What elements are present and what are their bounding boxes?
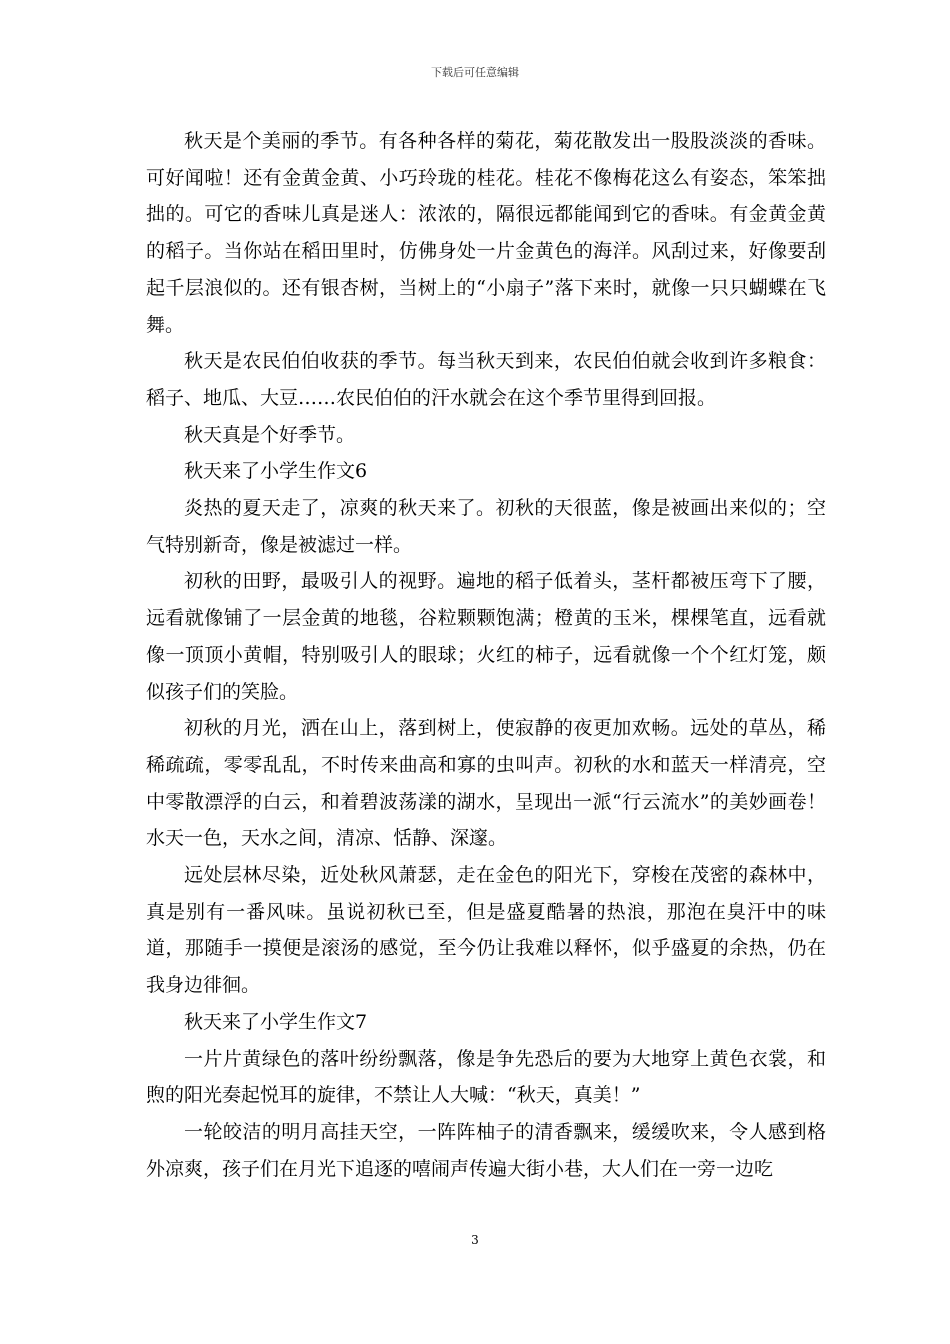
paragraph: 秋天是个美丽的季节。有各种各样的菊花，菊花散发出一股股淡淡的香味。可好闻啦！还有金黄金黄、小巧玲珑的桂花。桂花不像梅花这么有姿态，笨笨拙拙的。可它的香味儿真是迷人：浓浓的，隔很远都能闻到它的香味。有金黄金黄的稻子。当你站在稻田里时，仿佛身处一片金黄色的海洋。风刮过来，好像要刮起千层浪似的。还有银杏树，当树上的“小扇子”落下来时，就像一只只蝴蝶在飞舞。	[146, 130, 826, 336]
paragraph: 初秋的月光，洒在山上，落到树上，使寂静的夜更加欢畅。远处的草丛，稀稀疏疏，零零乱乱，不时传来曲高和寡的虫叫声。初秋的水和蓝天一样清亮，空中零散漂浮的白云，和着碧波荡漾的湖水，呈现出一派“行云流水”的美妙画卷！水天一色，天水之间，清凉、恬静、深邃。	[146, 717, 826, 850]
paragraph: 一轮皎洁的明月高挂天空，一阵阵柚子的清香飘来，缓缓吹来，令人感到格外凉爽，孩子们在月光下追逐的嘻闹声传遍大街小巷，大人们在一旁一边吃	[146, 1120, 826, 1180]
paragraph: 初秋的田野，最吸引人的视野。遍地的稻子低着头，茎杆都被压弯下了腰，远看就像铺了一层金黄的地毯，谷粒颗颗饱满；橙黄的玉米，棵棵笔直，远看就像一顶顶小黄帽，特别吸引人的眼球；火红的柿子，远看就像一个个红灯笼，颇似孩子们的笑脸。	[146, 570, 826, 703]
paragraph: 秋天真是个好季节。	[184, 423, 356, 446]
section-heading: 秋天来了小学生作文7	[184, 1010, 368, 1033]
page-number: 3	[471, 1233, 479, 1247]
paragraph: 炎热的夏天走了，凉爽的秋天来了。初秋的天很蓝，像是被画出来似的；空气特别新奇，像是被滤过一样。	[146, 497, 826, 556]
document-body	[146, 123, 826, 1187]
section-heading: 秋天来了小学生作文6	[184, 460, 368, 483]
page-header: 下载后可任意编辑	[431, 66, 519, 79]
paragraph: 一片片黄绿色的落叶纷纷飘落，像是争先恐后的要为大地穿上黄色衣裳，和煦的阳光奏起悦耳的旋律，不禁让人大喊：“秋天，真美！”	[146, 1047, 826, 1107]
paragraph: 秋天是农民伯伯收获的季节。每当秋天到来，农民伯伯就会收到许多粮食：稻子、地瓜、大豆……农民伯伯的汗水就会在这个季节里得到回报。	[146, 350, 826, 409]
paragraph: 远处层林尽染，近处秋风萧瑟，走在金色的阳光下，穿梭在茂密的森林中，真是别有一番风味。虽说初秋已至，但是盛夏酷暑的热浪，那泡在臭汗中的味道，那随手一摸便是滚汤的感觉，至今仍让我难以释怀，似乎盛夏的余热，仍在我身边徘徊。	[146, 864, 826, 997]
